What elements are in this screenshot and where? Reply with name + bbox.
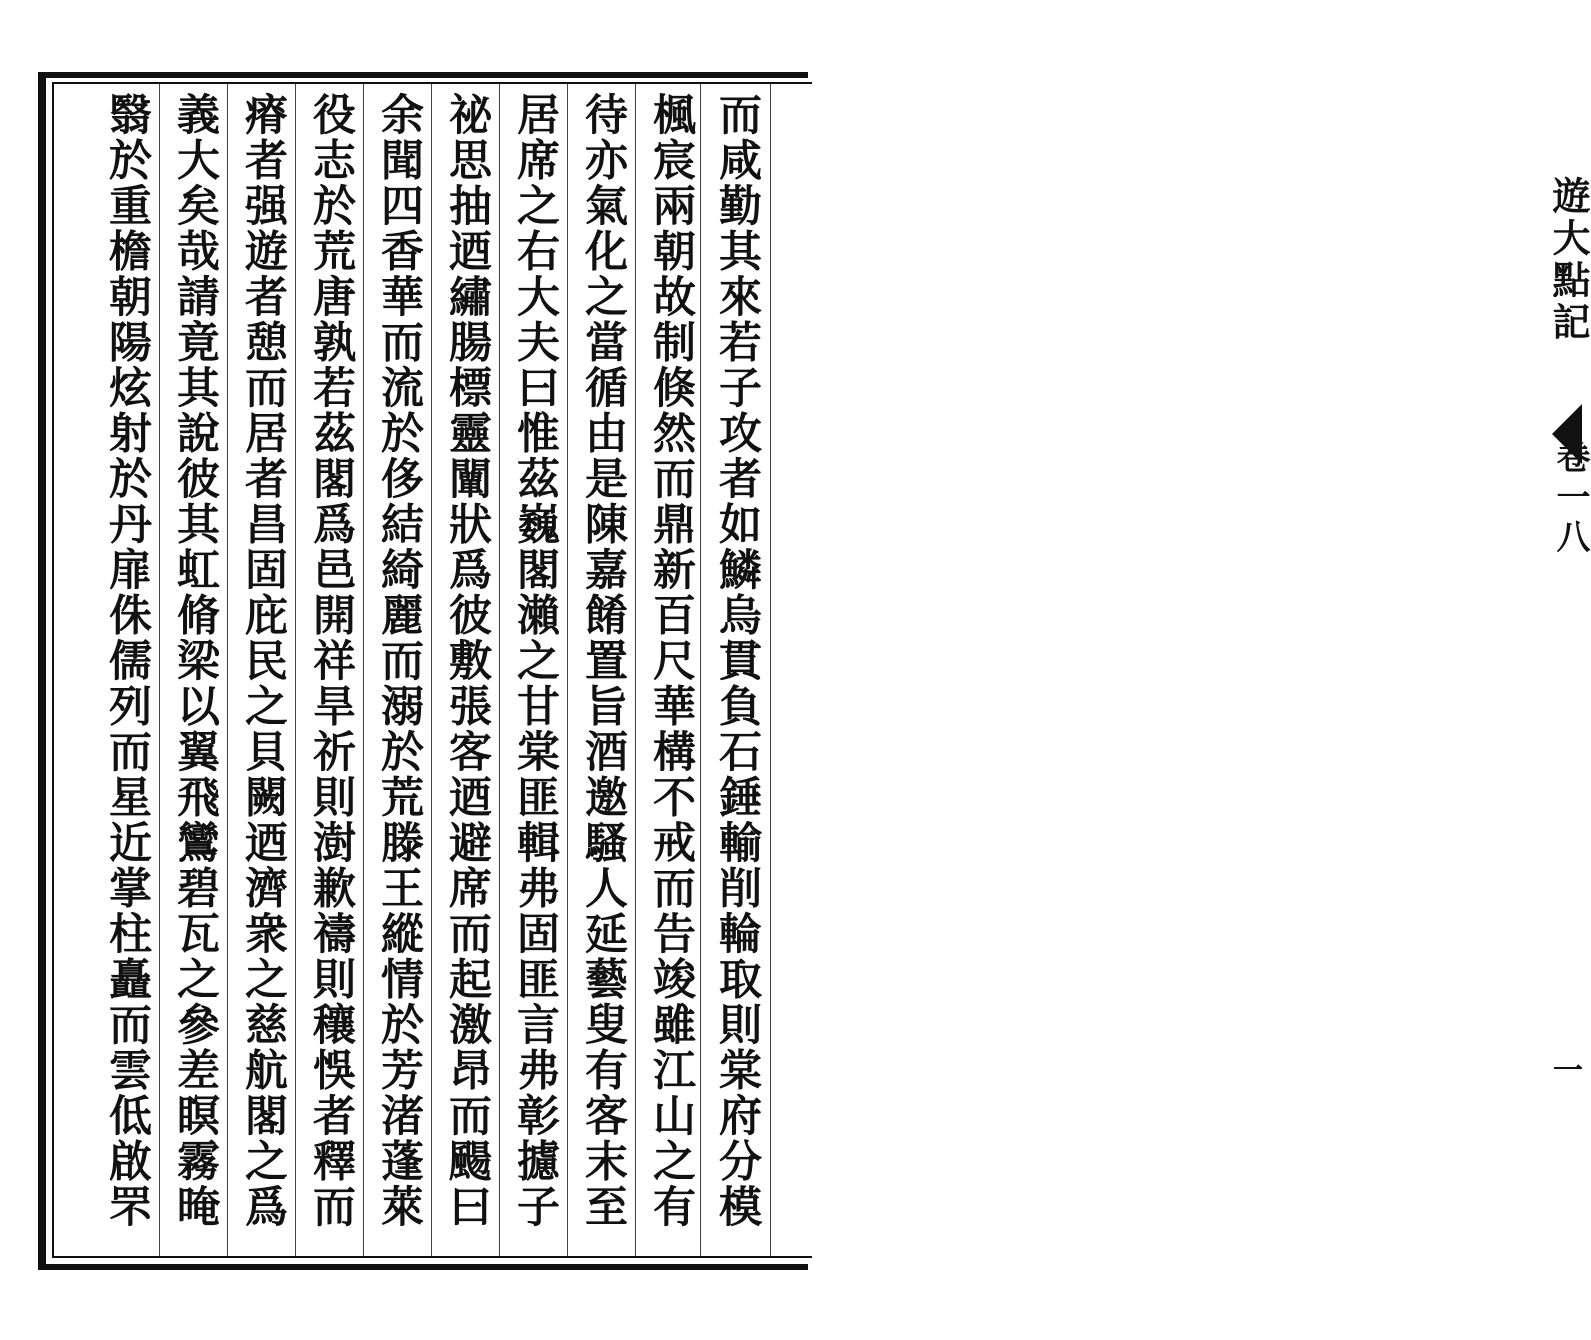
text-column-10: 翳於重檐朝陽炫射於丹扉侏儒列而星近掌柱矗而雲低啟罘 (102, 92, 152, 1230)
text-column-3: 待亦氣化之當循由是陳嘉餚置旨酒邀騷人延藝叟有客末至 (578, 92, 628, 1230)
column-rule (635, 84, 636, 1256)
column-rule (227, 84, 228, 1256)
column-rule (295, 84, 296, 1256)
column-rule (700, 84, 701, 1256)
text-column-2: 楓宸兩朝故制倏然而鼎新百尺華構不戒而告竣雖江山之有 (646, 92, 696, 1230)
text-column-8: 瘠者强遊者憩而居者昌固庇民之貝闕迺濟衆之慈航閣之爲 (238, 92, 288, 1230)
column-rule (499, 84, 500, 1256)
bottom-rule (52, 1256, 812, 1258)
banner-juan: 卷一八 (1550, 439, 1590, 559)
text-column-7: 役志於荒唐孰若茲閣爲邑開祥旱祈則澍歉禱則穰悞者釋而 (306, 92, 356, 1230)
inner-rule (52, 82, 54, 1258)
text-column-6: 余聞四香華而流於侈結綺麗而溺於荒滕王縱情於芳渚蓬萊 (374, 92, 424, 1230)
column-rule (431, 84, 432, 1256)
banner (772, 84, 1591, 1256)
column-rule (363, 84, 364, 1256)
banner-title: 遊大點記 (1546, 176, 1591, 344)
text-column-5: 祕思抽迺繡腸標靈闡狀爲彼敷張客迺避席而起激昂而颺曰 (442, 92, 492, 1230)
column-rule (770, 84, 771, 1256)
top-rule (52, 82, 812, 84)
banner-page-number: 一 (1547, 1054, 1582, 1084)
text-column-1: 而咸勤其來若子攻者如鱗烏貫負石錘輸削輪取則棠府分模 (712, 92, 762, 1230)
text-column-9: 義大矣哉請竟其說彼其虹脩梁以翼飛鸞碧瓦之參差瞑霧晻 (170, 92, 220, 1230)
text-column-4: 居席之右大夫曰惟茲巍閣瀨之甘棠匪輯弗固匪言弗彰攄子 (510, 92, 560, 1230)
column-rule (567, 84, 568, 1256)
column-rule (159, 84, 160, 1256)
